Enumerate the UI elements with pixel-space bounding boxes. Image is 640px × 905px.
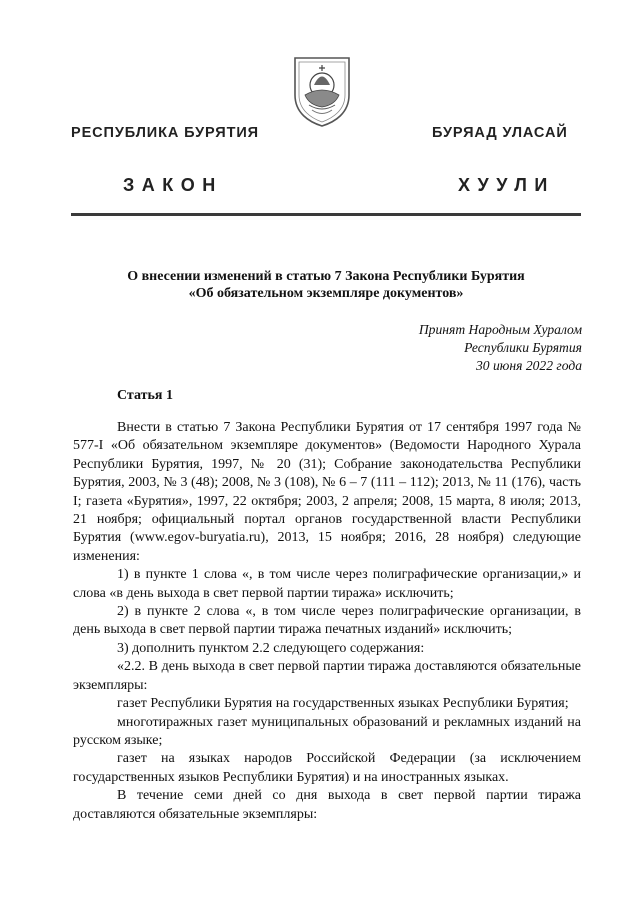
republic-name-russian: РЕСПУБЛИКА БУРЯТИЯ xyxy=(71,125,259,141)
republic-name-buryat: БУРЯАД УЛАСАЙ xyxy=(432,125,568,141)
article-heading: Статья 1 xyxy=(117,388,173,403)
paragraph: газет Республики Бурятия на государственных языках Республики Бурятия; xyxy=(117,696,569,712)
paragraph: В течение семи дней со дня выхода в свет первой партии тиража доставляются обязательные экземпляры: xyxy=(73,788,581,822)
law-title xyxy=(71,268,581,302)
document-type-buryat: ХУУЛИ xyxy=(458,175,555,195)
article-body xyxy=(73,419,581,824)
coat-of-arms-icon xyxy=(291,55,353,127)
document-type-russian: ЗАКОН xyxy=(123,175,223,195)
law-title-line: «Об обязательном экземпляре документов» xyxy=(188,286,464,301)
paragraph: многотиражных газет муниципальных образований и рекламных изданий на русском языке; xyxy=(73,714,581,748)
paragraph: «2.2. В день выхода в свет первой партии тиража доставляются обязательные экземпляры: xyxy=(73,659,581,693)
adoption-line: Республики Бурятия xyxy=(464,340,582,355)
paragraph: газет на языках народов Российской Федерации (за исключением государственных языков Республики Бурятия) и на иностранных языках. xyxy=(73,751,581,785)
paragraph: 1) в пункте 1 слова «, в том числе через полиграфические организации,» и слова «в день выхода в свет первой партии тиража» исключить; xyxy=(73,567,581,601)
paragraph: 3) дополнить пунктом 2.2 следующего содержания: xyxy=(117,640,425,656)
paragraph: 2) в пункте 2 слова «, в том числе через полиграфические организации, в день выхода в свет первой партии тиража печатных изданий» исключить; xyxy=(73,604,581,638)
law-title-line: О внесении изменений в статью 7 Закона Республики Бурятия xyxy=(127,269,525,284)
header-divider xyxy=(71,213,581,216)
paragraph: Внести в статью 7 Закона Республики Бурятия от 17 сентября 1997 года № 577-I «Об обязательном экземпляре документов» (Ведомости Народного Хурала Республики Бурятия, 1997, № 20 (31); Собрание законодательства Республики Бурятия, 2003, № 3 (48); 2008, № 3 (108), № 6 – 7 (111 – 112); 2013, № 11 (176), часть I; газета «Бурятия», 1997, 22 октября; 2003, 2 апреля; 2008, 15 марта, 8 июля; 2013, 21 ноября; официальный портал органов государственной власти Республики Бурятия (www.egov-buryatia.ru), 2013, 15 ноября; 2016, 28 ноября) следующие изменения: xyxy=(73,420,581,564)
adoption-date: 30 июня 2022 года xyxy=(475,358,582,373)
adoption-note xyxy=(419,321,582,375)
adoption-line: Принят Народным Хуралом xyxy=(418,322,582,337)
